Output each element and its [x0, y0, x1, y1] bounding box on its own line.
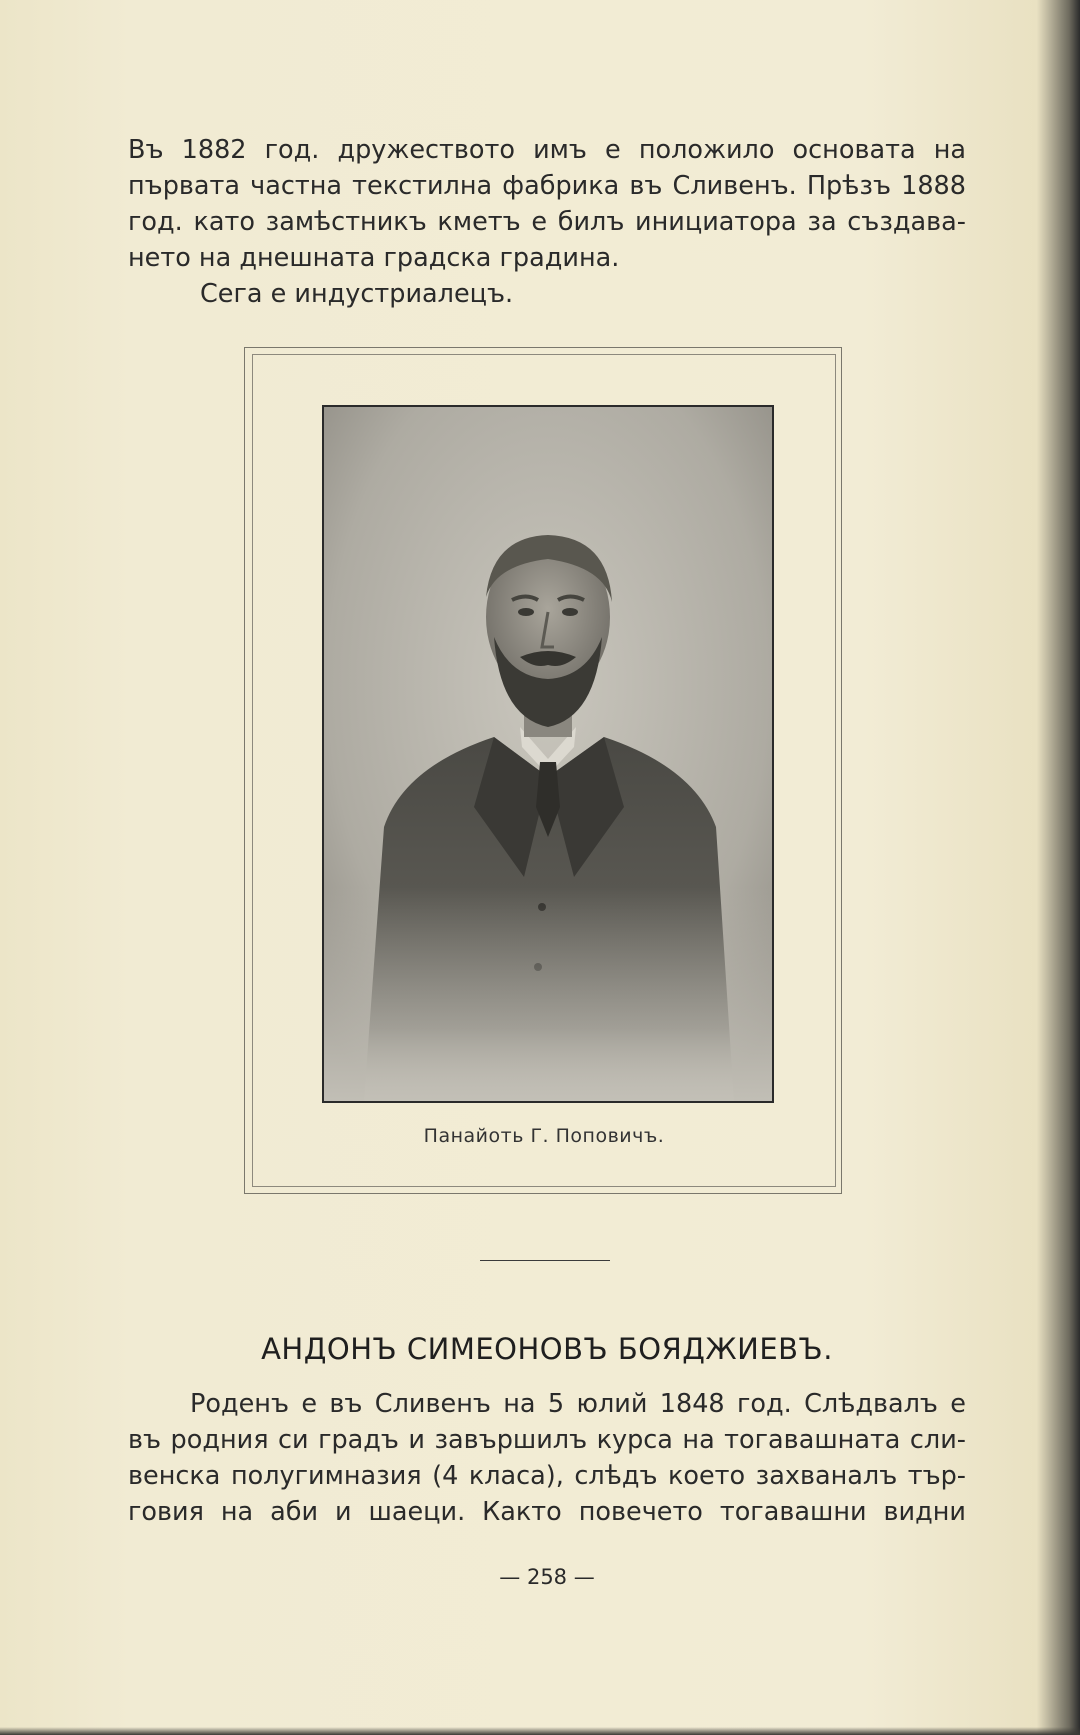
page-edge-shadow: [0, 1727, 1080, 1735]
text-line: Роденъ е въ Сливенъ на 5 юлий 1848 год. Слѣдвалъ е: [190, 1389, 966, 1419]
text-line: Въ 1882 год. дружеството имъ е положило основата на: [128, 135, 966, 165]
paragraph-industrialist: [200, 276, 900, 312]
text-line: нето на днешната градска градина.: [128, 243, 620, 273]
text-line: Сега е индустриалецъ.: [200, 279, 514, 309]
section-divider: [480, 1260, 610, 1261]
paragraph-biography: [128, 1386, 966, 1530]
text-line: венска полугимназия (4 класа), слѣдъ което захваналъ тър-: [128, 1461, 966, 1491]
paragraph-intro: [128, 132, 966, 276]
text-line: въ родния си градъ и завършилъ курса на тогавашната сли-: [128, 1425, 966, 1455]
page-number: — 258 —: [499, 1565, 595, 1589]
portrait-image: [324, 407, 772, 1101]
text-line: първата частна текстилна фабрика въ Сливенъ. Прѣзъ 1888: [128, 171, 966, 201]
photo-caption: Панайоть Г. Поповичъ.: [423, 1125, 665, 1147]
portrait-photo: [322, 405, 774, 1103]
section-heading: АНДОНЪ СИМЕОНОВЪ БОЯДЖИЕВЪ.: [261, 1332, 833, 1366]
text-line: говия на аби и шаеци. Както повечето тогавашни видни: [128, 1497, 966, 1527]
text-line: год. като замѣстникъ кметъ е билъ инициатора за създава-: [128, 207, 966, 237]
